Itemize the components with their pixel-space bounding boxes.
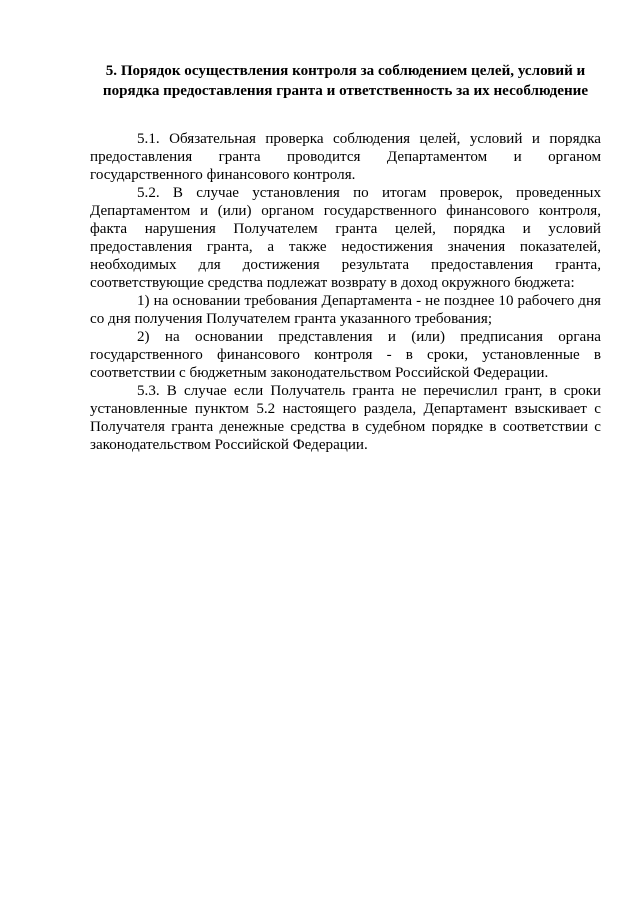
document-page [90, 61, 601, 454]
section-heading: 5. Порядок осуществления контроля за соблюдением целей, условий и порядка предоставления гранта и ответственность за их несоблюдение [102, 63, 589, 99]
paragraph-item-1: 1) на основании требования Департамента - не позднее 10 рабочего дня со дня получения Получателем гранта указанного требования; [90, 293, 601, 327]
paragraph-5-2: 5.2. В случае установления по итогам проверок, проведенных Департаментом и (или) органом государственного финансового контроля, факта нарушения Получателем гранта целей, порядка и условий предоставления гранта, а также недостижения значения показателей, необходимых для достижения результата предоставления гранта, соответствующие средства подлежат возврату в доход окружного бюджета: [90, 185, 601, 291]
paragraph-5-3: 5.3. В случае если Получатель гранта не перечислил грант, в сроки установленные пунктом 5.2 настоящего раздела, Департамент взыскивает с Получателя гранта денежные средства в судебном порядке в соответствии с законодательством Российской Федерации. [90, 383, 601, 453]
paragraph-item-2: 2) на основании представления и (или) предписания органа государственного финансового контроля - в сроки, установленные в соответствии с бюджетным законодательством Российской Федерации. [90, 329, 601, 381]
paragraph-5-1: 5.1. Обязательная проверка соблюдения целей, условий и порядка предоставления гранта проводится Департаментом и органом государственного финансового контроля. [90, 131, 601, 183]
